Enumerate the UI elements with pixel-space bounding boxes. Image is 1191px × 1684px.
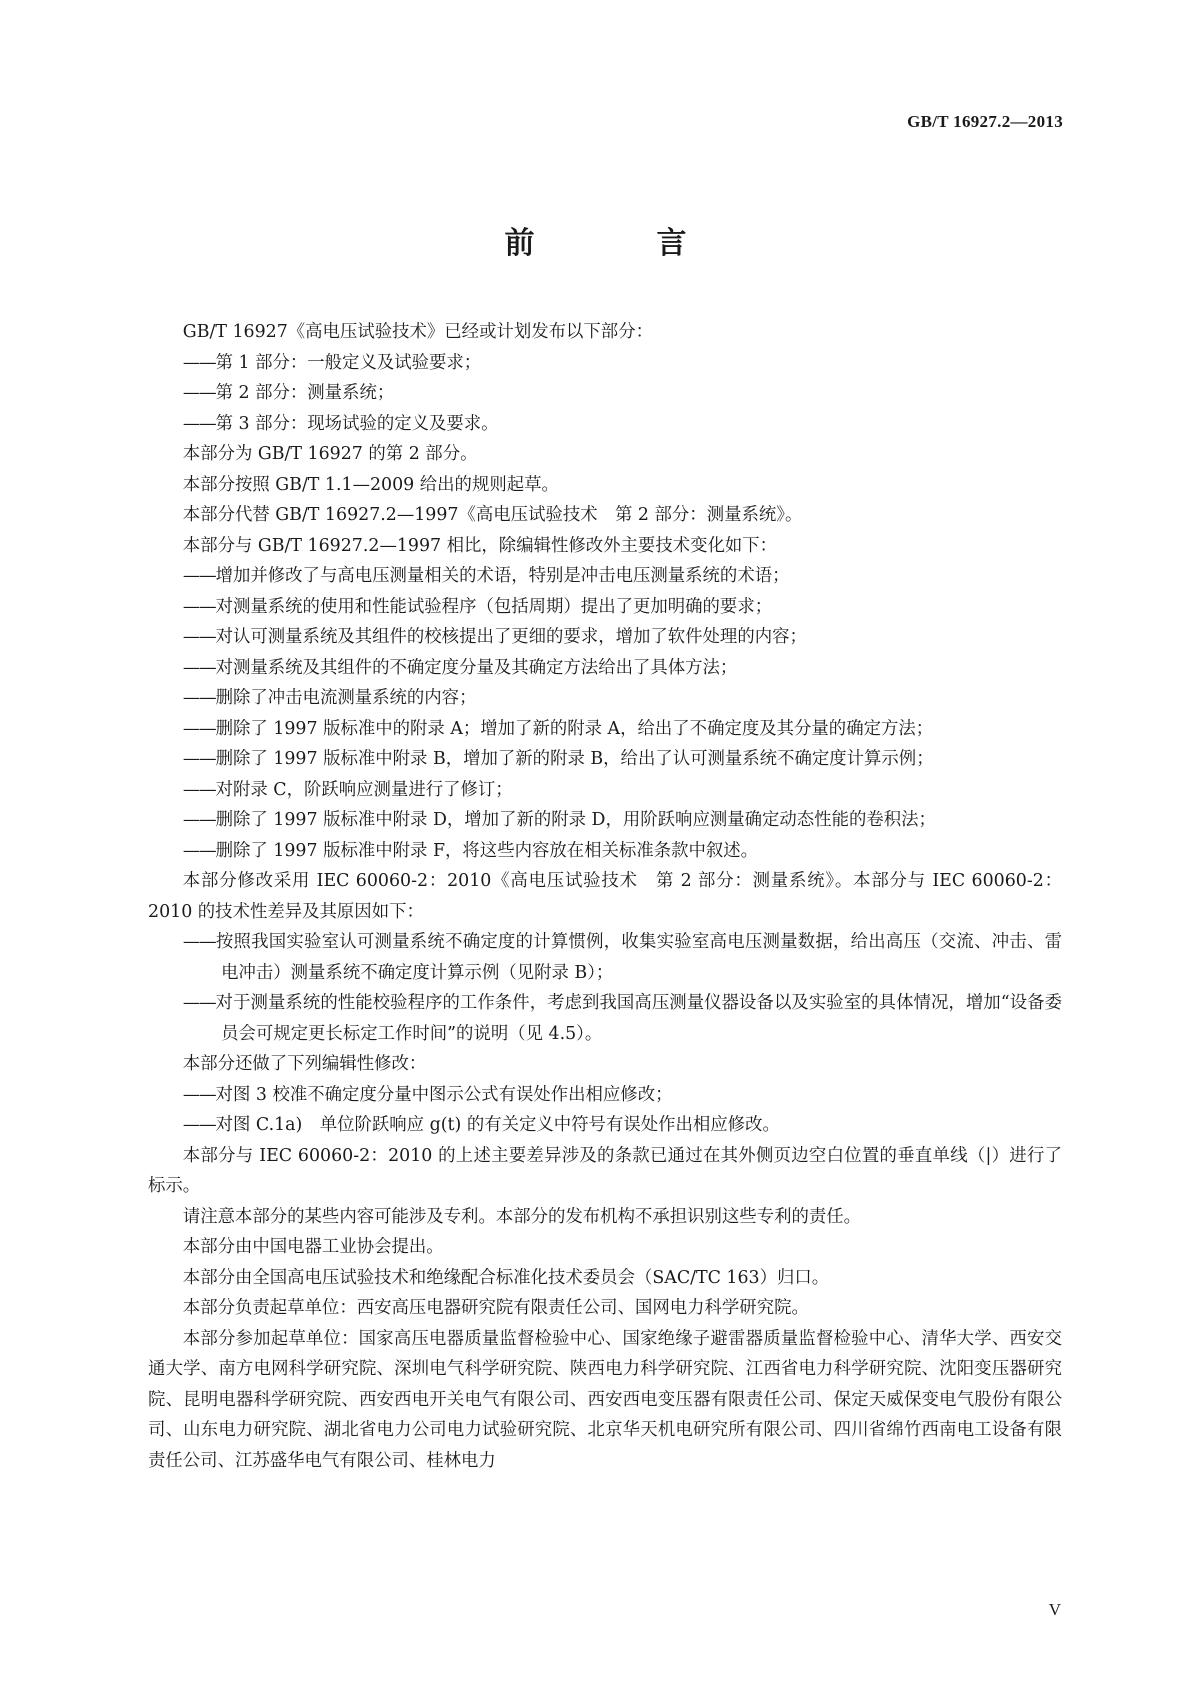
dash-list-item: —— 删除了冲击电流测量系统的内容； <box>148 683 1062 714</box>
dash-list-item: —— 按照我国实验室认可测量系统不确定度的计算惯例，收集实验室高电压测量数据，给出高压（交流、冲击、雷电冲击）测量系统不确定度计算示例（见附录 B）； <box>148 927 1062 988</box>
paragraph: 本部分负责起草单位：西安高压电器研究院有限责任公司、国网电力科学研究院。 <box>182 1298 809 1318</box>
paragraph: 本部分按照 GB/T 1.1—2009 给出的规则起草。 <box>182 474 559 495</box>
paragraph: 本部分代替 GB/T 16927.2—1997《高电压试验技术 第 2 部分：测量系统》。 <box>182 505 803 525</box>
paragraph: 本部分由中国电器工业协会提出。 <box>182 1237 444 1257</box>
dash-list-item: —— 对图 C.1a) 单位阶跃响应 g(t) 的有关定义中符号有误处作出相应修改。 <box>148 1110 1062 1141</box>
dash-list-item: —— 对于测量系统的性能校验程序的工作条件，考虑到我国高压测量仪器设备以及实验室的具体情况，增加“设备委员会可规定更长标定工作时间”的说明（见 4.5）。 <box>148 988 1062 1049</box>
paragraph: 本部分参加起草单位：国家高压电器质量监督检验中心、国家绝缘子避雷器质量监督检验中心、清华大学、西安交通大学、南方电网科学研究院、深圳电气科学研究院、陕西电力科学研究院、江西省电力科学研究院、沈阳变压器研究院、昆明电器科学研究院、西安西电开关电气有限公司、西安西电变压器有限责任公司、保定天威保变电气股份有限公司、山东电力研究院、湖北省电力公司电力试验研究院、北京华天机电研究所有限公司、四川省绵竹西南电工设备有限责任公司、江苏盛华电气有限公司、桂林电力 <box>148 1328 1062 1471</box>
dash-list-item: —— 第 1 部分：一般定义及试验要求； <box>148 348 1062 379</box>
dash-list-item: —— 删除了 1997 版标准中附录 F，将这些内容放在相关标准条款中叙述。 <box>148 836 1062 867</box>
dash-list-item: —— 对图 3 校准不确定度分量中图示公式有误处作出相应修改； <box>148 1080 1062 1111</box>
paragraph: 本部分修改采用 IEC 60060-2：2010《高电压试验技术 第 2 部分：测量系统》。本部分与 IEC 60060-2：2010 的技术性差异及其原因如下： <box>148 871 1062 922</box>
page-title: 前 言 <box>504 226 733 261</box>
paragraph: 本部分由全国高电压试验技术和绝缘配合标准化技术委员会（SAC/TC 163）归口。 <box>182 1267 830 1288</box>
paragraph: 本部分还做了下列编辑性修改： <box>182 1054 427 1074</box>
dash-list-item: —— 对测量系统及其组件的不确定度分量及其确定方法给出了具体方法； <box>148 653 1062 684</box>
dash-list-item: —— 对测量系统的使用和性能试验程序（包括周期）提出了更加明确的要求； <box>148 592 1062 623</box>
dash-list-item: —— 增加并修改了与高电压测量相关的术语，特别是冲击电压测量系统的术语； <box>148 561 1062 592</box>
dash-list-item: —— 第 3 部分：现场试验的定义及要求。 <box>148 409 1062 440</box>
dash-list-item: —— 删除了 1997 版标准中的附录 A；增加了新的附录 A，给出了不确定度及其分量的确定方法； <box>148 714 1062 745</box>
paragraph: 本部分与 IEC 60060-2：2010 的上述主要差异涉及的条款已通过在其外侧页边空白位置的垂直单线（|）进行了标示。 <box>148 1145 1062 1196</box>
paragraph: 请注意本部分的某些内容可能涉及专利。本部分的发布机构不承担识别这些专利的责任。 <box>182 1206 862 1227</box>
paragraph: 本部分为 GB/T 16927 的第 2 部分。 <box>182 444 478 464</box>
dash-list-item: —— 第 2 部分：测量系统； <box>148 378 1062 409</box>
paragraph: GB/T 16927《高电压试验技术》已经或计划发布以下部分： <box>182 322 653 342</box>
standard-code: GB/T 16927.2—2013 <box>907 112 1063 131</box>
dash-list-item: —— 删除了 1997 版标准中附录 B，增加了新的附录 B，给出了认可测量系统不确定度计算示例； <box>148 744 1062 775</box>
dash-list-item: —— 删除了 1997 版标准中附录 D，增加了新的附录 D，用阶跃响应测量确定动态性能的卷积法； <box>148 805 1062 836</box>
paragraph: 本部分与 GB/T 16927.2—1997 相比，除编辑性修改外主要技术变化如下： <box>182 535 778 556</box>
document-body <box>148 317 1062 1476</box>
dash-list-item: —— 对附录 C，阶跃响应测量进行了修订； <box>148 775 1062 806</box>
dash-list-item: —— 对认可测量系统及其组件的校核提出了更细的要求，增加了软件处理的内容； <box>148 622 1062 653</box>
page-number: V <box>1048 1600 1061 1619</box>
